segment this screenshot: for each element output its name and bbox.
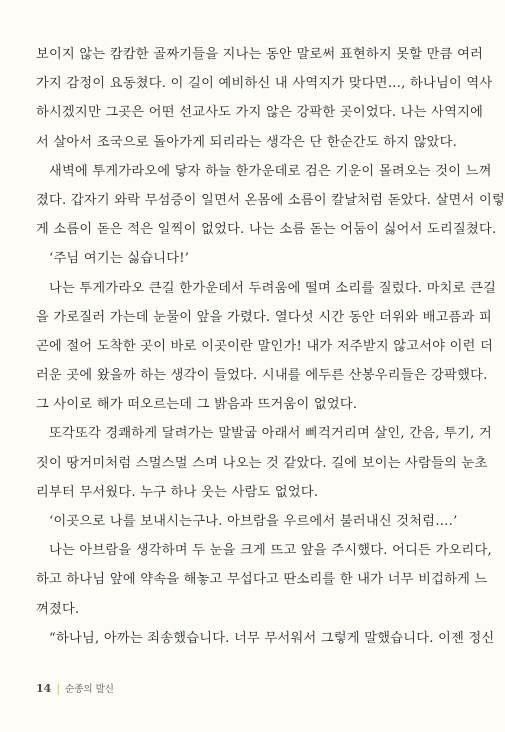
text-line: 하고 하나님 앞에 약속을 해놓고 무섭다고 딴소리를 한 내가 너무 비겁하게 느: [36, 572, 488, 588]
text-line: 졌다. 갑자기 와락 무섬증이 일면서 온몸에 소름이 칼날처럼 돋았다. 살면서 이렇: [36, 192, 505, 208]
text-line: 서 살아서 조국으로 돌아가게 되리라는 생각은 단 한순간도 하지 않았다.: [36, 134, 458, 150]
text-line: 그 사이로 해가 떠오르는데 그 밝음과 뜨거움이 없었다.: [36, 397, 358, 413]
text-line: 껴졌다.: [36, 601, 80, 617]
text-line: 나는 아브람을 생각하며 두 눈을 크게 뜨고 앞을 주시했다. 어디든 가오리다,: [49, 543, 492, 559]
text-line: 나는 투게가라오 큰길 한가운데서 두려움에 떨며 소리를 질렀다. 마치로 큰길: [49, 280, 497, 296]
running-title: 순종의 발신: [65, 684, 114, 695]
text-line: ‘이곳으로 나를 보내시는구나. 아브람을 우르에서 불러내신 것처럼….’: [49, 514, 458, 529]
text-line: 가지 감정이 요동쳤다. 이 길이 예비하신 내 사역지가 맞다면…, 하나님이 역사: [36, 76, 493, 92]
text-line: 곤에 절어 도착한 곳이 바로 이곳이란 말인가! 내가 저주받지 않고서야 이런 더: [36, 338, 494, 354]
text-line: 러운 곳에 왔을까 하는 생각이 들었다. 시내를 에두른 산봉우리들은 강팍했다.: [36, 368, 488, 384]
text-line: 리부터 무서웠다. 누구 하나 웃는 사람도 없었다.: [36, 484, 319, 500]
page-number: 14: [36, 681, 52, 695]
text-line: “하나님, 아까는 죄송했습니다. 너무 무서워서 그렇게 말했습니다. 이젠 정신: [49, 630, 495, 646]
page-footer: [36, 681, 114, 695]
footer-separator: |: [56, 681, 61, 695]
text-line: 을 가로질러 가는데 눈물이 앞을 가렸다. 열다섯 시간 동안 더위와 배고픔과 피: [36, 309, 492, 325]
text-line: ‘주님 여기는 싫습니다!’: [49, 251, 190, 267]
text-line: 또각또각 경쾌하게 달려가는 말발굽 아래서 삐걱거리며 살인, 간음, 투기, 거: [49, 426, 492, 442]
text-line: 새벽에 투게가라오에 닿자 하늘 한가운데로 검은 기운이 몰려오는 것이 느껴: [49, 163, 492, 179]
text-line: 짓이 땅거미처럼 스멀스멀 스며 나오는 것 같았다. 길에 보이는 사람들의 눈초: [36, 455, 488, 471]
text-line: 하시겠지만 그곳은 어떤 선교사도 가지 않은 강팍한 곳이었다. 나는 사역지에: [36, 105, 484, 121]
text-line: 보이지 않는 캄캄한 골짜기들을 지나는 동안 말로써 표현하지 못할 만큼 여러: [36, 47, 484, 62]
text-line: 게 소름이 돋은 적은 일찍이 없었다. 나는 소름 돋는 어둠이 싫어서 도리질쳤다.: [36, 222, 497, 238]
body-text: [36, 40, 505, 653]
